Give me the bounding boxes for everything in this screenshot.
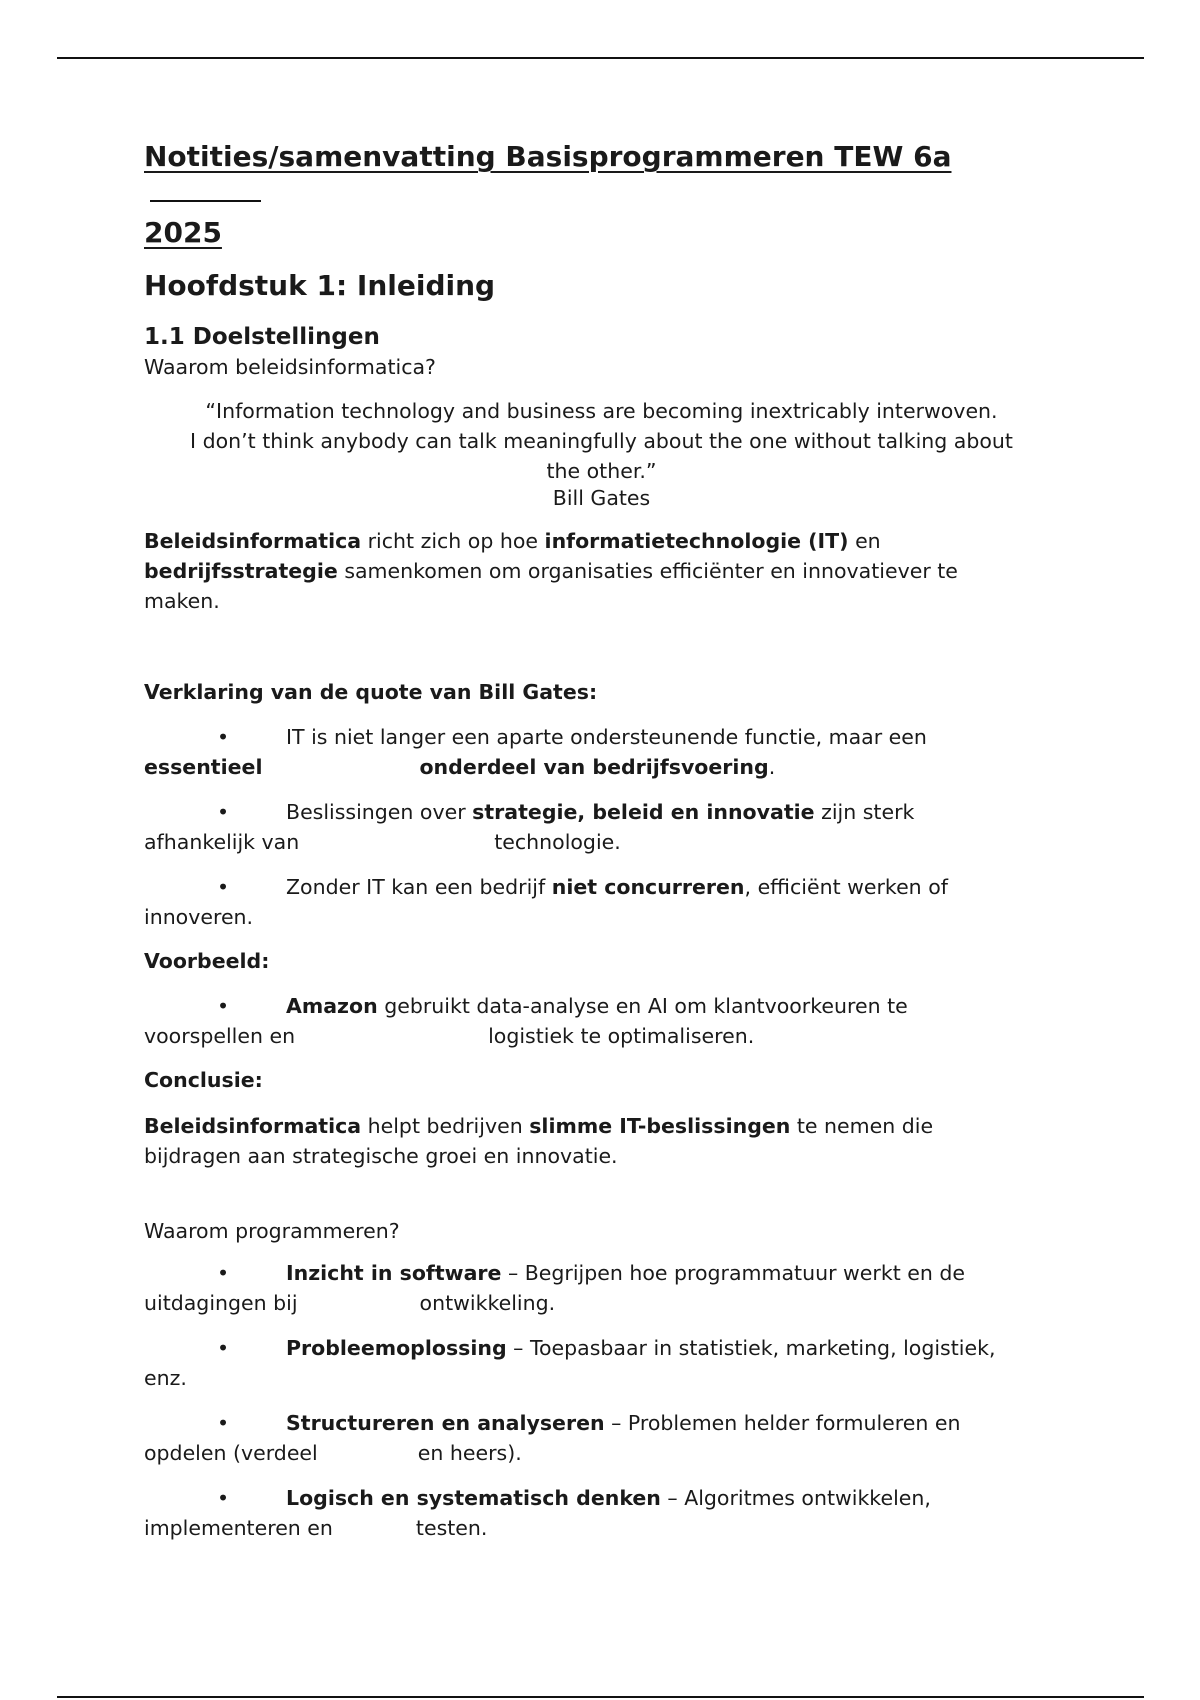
bi-text-2: en xyxy=(848,529,881,553)
bullet-text: – Algoritmes ontwikkelen, xyxy=(660,1486,931,1510)
why-bi-question: Waarom beleidsinformatica? xyxy=(144,355,436,379)
bullet-text: , efficiënt werken of xyxy=(744,875,948,899)
bullet-bold: Inzicht in software xyxy=(286,1261,502,1285)
conclusion-heading: Conclusie: xyxy=(144,1068,263,1092)
bullet-text: uitdagingen bij xyxy=(144,1291,298,1315)
bullet-text: Beslissingen over xyxy=(286,800,473,824)
quote-line2: I don’t think anybody can talk meaningfully about the one without talking about xyxy=(190,429,1013,453)
bullet-icon: • xyxy=(217,994,230,1018)
conclusion-paragraph xyxy=(144,1111,1059,1171)
list-item xyxy=(144,722,1059,782)
bullet-text: voorspellen en xyxy=(144,1024,296,1048)
list-item xyxy=(144,872,1059,932)
quote-line3: the other.” xyxy=(546,459,657,483)
bullet-icon: • xyxy=(217,1261,230,1285)
bullet-text: – Toepasbaar in statistiek, marketing, logistiek, xyxy=(506,1336,996,1360)
list-item xyxy=(144,1333,1059,1393)
bullet-text: logistiek te optimaliseren. xyxy=(488,1024,755,1048)
conclusion-text-3: bijdragen aan strategische groei en innovatie. xyxy=(144,1144,618,1168)
title-underline-extension xyxy=(150,200,261,202)
bullet-text: – Begrijpen hoe programmatuur werkt en de xyxy=(501,1261,965,1285)
bullet-text: afhankelijk van xyxy=(144,830,300,854)
conclusion-bold: slimme IT-beslissingen xyxy=(529,1114,791,1138)
list-item xyxy=(144,1258,1059,1318)
bullet-text: IT is niet langer een aparte ondersteunende functie, maar een xyxy=(286,725,927,749)
example-heading: Voorbeeld: xyxy=(144,949,270,973)
document-title xyxy=(144,138,1059,252)
bi-definition-paragraph xyxy=(144,526,1059,616)
list-item xyxy=(144,1483,1059,1543)
bullet-bold: Structureren en analyseren xyxy=(286,1411,605,1435)
bullet-text: opdelen (verdeel xyxy=(144,1441,318,1465)
bullet-bold: Logisch en systematisch denken xyxy=(286,1486,661,1510)
bullet-icon: • xyxy=(217,725,230,749)
strategy-term: bedrijfsstrategie xyxy=(144,559,338,583)
header-rule xyxy=(57,57,1144,59)
explanation-heading: Verklaring van de quote van Bill Gates: xyxy=(144,680,598,704)
quote-author: Bill Gates xyxy=(552,486,651,510)
section-heading: 1.1 Doelstellingen xyxy=(144,324,380,350)
bullet-icon: • xyxy=(217,1486,230,1510)
bullet-text: innoveren. xyxy=(144,905,254,929)
why-programming-question: Waarom programmeren? xyxy=(144,1219,400,1243)
document-title-line1: Notities/samenvatting Basisprogrammeren TEW 6a xyxy=(144,140,952,173)
bullet-bold: Probleemoplossing xyxy=(286,1336,507,1360)
footer-rule xyxy=(57,1696,1144,1698)
bullet-text: enz. xyxy=(144,1366,187,1390)
bullet-icon: • xyxy=(217,1411,230,1435)
bullet-text: ontwikkeling. xyxy=(419,1291,556,1315)
bi-text-4: maken. xyxy=(144,589,220,613)
bullet-bold: onderdeel van bedrijfsvoering xyxy=(419,755,769,779)
conclusion-text-1: helpt bedrijven xyxy=(361,1114,530,1138)
list-item xyxy=(144,991,1059,1051)
bullet-bold: Amazon xyxy=(286,994,378,1018)
conclusion-text-2: te nemen die xyxy=(790,1114,934,1138)
bullet-text: – Problemen helder formuleren en xyxy=(604,1411,961,1435)
bullet-bold: niet concurreren xyxy=(551,875,745,899)
bi-term: Beleidsinformatica xyxy=(144,1114,362,1138)
chapter-heading: Hoofdstuk 1: Inleiding xyxy=(144,269,496,302)
list-item xyxy=(144,797,1059,857)
bullet-text: zijn sterk xyxy=(814,800,915,824)
bullet-text: Zonder IT kan een bedrijf xyxy=(286,875,552,899)
bullet-text: en heers). xyxy=(417,1441,522,1465)
bullet-text: technologie. xyxy=(494,830,621,854)
bullet-text: gebruikt data-analyse en AI om klantvoorkeuren te xyxy=(377,994,908,1018)
bullet-text: testen. xyxy=(415,1516,488,1540)
bill-gates-quote xyxy=(144,396,1059,512)
bullet-bold: essentieel xyxy=(144,755,263,779)
bullet-text: implementeren en xyxy=(144,1516,333,1540)
document-title-line2: 2025 xyxy=(144,216,222,249)
bullet-text: . xyxy=(768,755,776,779)
quote-text xyxy=(144,396,1059,486)
bullet-icon: • xyxy=(217,875,230,899)
list-item xyxy=(144,1408,1059,1468)
quote-line1: “Information technology and business are becoming inextricably interwoven. xyxy=(205,399,998,423)
document-body xyxy=(144,138,1059,1543)
it-term: informatietechnologie (IT) xyxy=(544,529,849,553)
bullet-icon: • xyxy=(217,1336,230,1360)
bi-text-1: richt zich op hoe xyxy=(361,529,545,553)
bullet-bold: strategie, beleid en innovatie xyxy=(472,800,815,824)
bullet-icon: • xyxy=(217,800,230,824)
bi-text-3: samenkomen om organisaties efficiënter en innovatiever te xyxy=(337,559,958,583)
bi-term: Beleidsinformatica xyxy=(144,529,362,553)
